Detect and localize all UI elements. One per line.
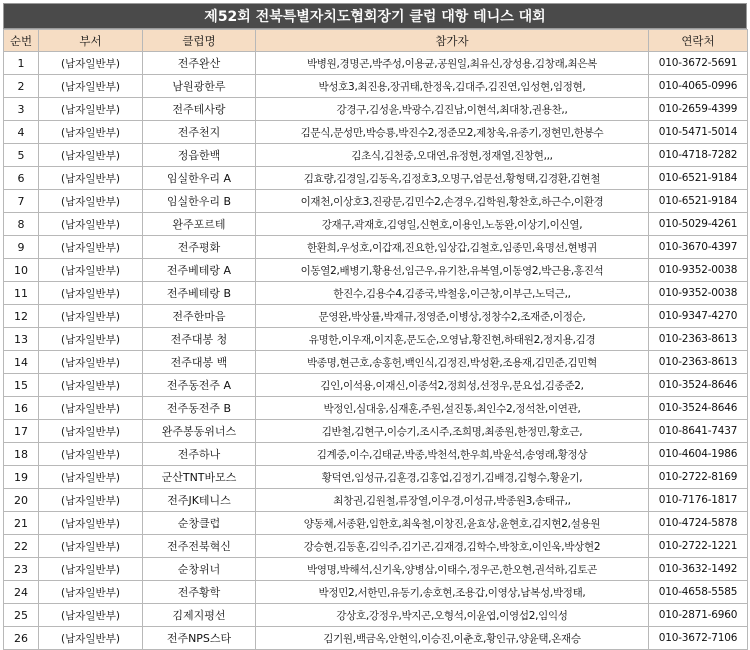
- phone-cell: 010-2722-1221: [649, 535, 748, 558]
- club-name-cell: 전주한마음: [143, 305, 256, 328]
- division-cell: (남자일반부): [39, 236, 143, 259]
- row-number: 25: [4, 604, 39, 627]
- row-number: 23: [4, 558, 39, 581]
- division-cell: (남자일반부): [39, 489, 143, 512]
- phone-cell: 010-4718-7282: [649, 144, 748, 167]
- division-cell: (남자일반부): [39, 75, 143, 98]
- table-row: [4, 167, 748, 190]
- members-cell: 최창권,김원철,류장열,이우경,이성규,박종원3,송태규,,: [256, 489, 649, 512]
- table-row: [4, 52, 748, 75]
- table-row: [4, 282, 748, 305]
- division-cell: (남자일반부): [39, 328, 143, 351]
- phone-cell: 010-2363-8613: [649, 351, 748, 374]
- club-name-cell: 전주황학: [143, 581, 256, 604]
- club-name-cell: 남원광한루: [143, 75, 256, 98]
- division-cell: (남자일반부): [39, 282, 143, 305]
- members-cell: 김반철,김현구,이승기,조시주,조희명,최종원,한정민,황호근,: [256, 420, 649, 443]
- members-cell: 강승현,김동훈,김익주,김기곤,김재경,김학수,박창호,이인욱,박상현2: [256, 535, 649, 558]
- table-row: [4, 190, 748, 213]
- phone-cell: 010-4724-5878: [649, 512, 748, 535]
- division-cell: (남자일반부): [39, 466, 143, 489]
- phone-cell: 010-7176-1817: [649, 489, 748, 512]
- division-cell: (남자일반부): [39, 213, 143, 236]
- row-number: 6: [4, 167, 39, 190]
- members-cell: 박영명,박해석,신기욱,양병삼,이태수,정우곤,한오현,권석하,김토곤: [256, 558, 649, 581]
- table-row: [4, 328, 748, 351]
- members-cell: 이재천,이상호3,진광문,김민수2,손경우,김학원,황찬호,하근수,이환경: [256, 190, 649, 213]
- phone-cell: 010-2363-8613: [649, 328, 748, 351]
- division-cell: (남자일반부): [39, 535, 143, 558]
- division-cell: (남자일반부): [39, 627, 143, 650]
- phone-cell: 010-5029-4261: [649, 213, 748, 236]
- participants-table: [3, 29, 748, 650]
- club-name-cell: 전주전북혁신: [143, 535, 256, 558]
- table-row: [4, 535, 748, 558]
- members-cell: 강경구,김성윤,박광수,김진남,이현석,최대창,권용찬,,: [256, 98, 649, 121]
- row-number: 10: [4, 259, 39, 282]
- table-row: [4, 581, 748, 604]
- members-cell: 양동채,서종환,임한호,최욱철,이창진,윤효상,윤현호,김지현2,설용원: [256, 512, 649, 535]
- club-name-cell: 전주완산: [143, 52, 256, 75]
- members-cell: 황덕연,임성규,김훈경,김홍업,김정기,김배경,김형수,황윤기,: [256, 466, 649, 489]
- row-number: 19: [4, 466, 39, 489]
- club-name-cell: 완주포르테: [143, 213, 256, 236]
- phone-cell: 010-9352-0038: [649, 259, 748, 282]
- table-row: [4, 604, 748, 627]
- phone-cell: 010-3670-4397: [649, 236, 748, 259]
- row-number: 9: [4, 236, 39, 259]
- club-name-cell: 전주베테랑 B: [143, 282, 256, 305]
- row-number: 11: [4, 282, 39, 305]
- header-phone: 연락처: [649, 30, 748, 52]
- header-members: 참가자: [256, 30, 649, 52]
- members-cell: 박종명,현근호,송홍헌,백인식,김정진,박성환,조용재,김민준,김민혁: [256, 351, 649, 374]
- club-name-cell: 임실한우리 B: [143, 190, 256, 213]
- club-name-cell: 전주대봉 청: [143, 328, 256, 351]
- division-cell: (남자일반부): [39, 558, 143, 581]
- club-name-cell: 전주동전주 A: [143, 374, 256, 397]
- division-cell: (남자일반부): [39, 374, 143, 397]
- division-cell: (남자일반부): [39, 420, 143, 443]
- club-name-cell: 전주대봉 백: [143, 351, 256, 374]
- row-number: 16: [4, 397, 39, 420]
- members-cell: 한진수,김용수4,김종국,박철웅,이근창,이부근,노덕근,,: [256, 282, 649, 305]
- spreadsheet: [3, 3, 747, 650]
- members-cell: 박성호3,최진용,장귀태,한정욱,김대주,김진연,임성현,임정현,: [256, 75, 649, 98]
- division-cell: (남자일반부): [39, 443, 143, 466]
- club-name-cell: 전주NPS스타: [143, 627, 256, 650]
- row-number: 15: [4, 374, 39, 397]
- club-name-cell: 전주평화: [143, 236, 256, 259]
- row-number: 14: [4, 351, 39, 374]
- table-row: [4, 144, 748, 167]
- members-cell: 박병원,경명곤,박주성,이용균,공원일,최유신,장성용,김창래,최은복: [256, 52, 649, 75]
- table-row: [4, 259, 748, 282]
- members-cell: 강상호,강정우,박지곤,오형석,이윤엽,이영섭2,임익성: [256, 604, 649, 627]
- club-name-cell: 임실한우리 A: [143, 167, 256, 190]
- phone-cell: 010-2722-8169: [649, 466, 748, 489]
- phone-cell: 010-4065-0996: [649, 75, 748, 98]
- table-row: [4, 305, 748, 328]
- division-cell: (남자일반부): [39, 305, 143, 328]
- club-name-cell: 순창위너: [143, 558, 256, 581]
- division-cell: (남자일반부): [39, 512, 143, 535]
- division-cell: (남자일반부): [39, 351, 143, 374]
- club-name-cell: 전주베테랑 A: [143, 259, 256, 282]
- members-cell: 김기원,백금옥,안현익,이승진,이춘호,황인규,양윤택,온재승: [256, 627, 649, 650]
- members-cell: 문영완,박상률,박재규,정영준,이병상,정창수2,조재준,이정순,: [256, 305, 649, 328]
- phone-cell: 010-6521-9184: [649, 190, 748, 213]
- row-number: 3: [4, 98, 39, 121]
- table-row: [4, 489, 748, 512]
- table-row: [4, 374, 748, 397]
- header-row: [4, 30, 748, 52]
- row-number: 2: [4, 75, 39, 98]
- table-row: [4, 420, 748, 443]
- division-cell: (남자일반부): [39, 167, 143, 190]
- table-body: [4, 52, 748, 650]
- table-row: [4, 213, 748, 236]
- header-no: 순번: [4, 30, 39, 52]
- members-cell: 이동열2,배병기,황용선,임근우,유기찬,유복열,이동영2,박근용,홍진석: [256, 259, 649, 282]
- club-name-cell: 전주천지: [143, 121, 256, 144]
- club-name-cell: 전주하나: [143, 443, 256, 466]
- sheet-title: 제52회 전북특별자치도협회장기 클럽 대항 테니스 대회: [3, 3, 747, 29]
- club-name-cell: 순창클럽: [143, 512, 256, 535]
- division-cell: (남자일반부): [39, 144, 143, 167]
- members-cell: 박정민2,서한민,유동기,송호현,조용갑,이영상,남복성,박정태,: [256, 581, 649, 604]
- row-number: 18: [4, 443, 39, 466]
- table-row: [4, 627, 748, 650]
- club-name-cell: 전주동전주 B: [143, 397, 256, 420]
- table-row: [4, 351, 748, 374]
- phone-cell: 010-2871-6960: [649, 604, 748, 627]
- phone-cell: 010-5471-5014: [649, 121, 748, 144]
- row-number: 26: [4, 627, 39, 650]
- members-cell: 강재구,곽재호,김영일,신현호,이용인,노동완,이상기,이신열,: [256, 213, 649, 236]
- phone-cell: 010-4658-5585: [649, 581, 748, 604]
- row-number: 24: [4, 581, 39, 604]
- row-number: 21: [4, 512, 39, 535]
- members-cell: 박정인,심대웅,심재훈,주원,설진통,최인수2,정석찬,이연관,: [256, 397, 649, 420]
- club-name-cell: 전주테사랑: [143, 98, 256, 121]
- phone-cell: 010-8641-7437: [649, 420, 748, 443]
- row-number: 20: [4, 489, 39, 512]
- phone-cell: 010-3632-1492: [649, 558, 748, 581]
- club-name-cell: 군산TNT바모스: [143, 466, 256, 489]
- club-name-cell: 정읍한백: [143, 144, 256, 167]
- table-row: [4, 466, 748, 489]
- division-cell: (남자일반부): [39, 121, 143, 144]
- division-cell: (남자일반부): [39, 397, 143, 420]
- members-cell: 김인,이석용,이재신,이종석2,정희성,선정우,문요섭,김종준2,: [256, 374, 649, 397]
- table-row: [4, 75, 748, 98]
- header-club: 클럽명: [143, 30, 256, 52]
- club-name-cell: 전주JK테니스: [143, 489, 256, 512]
- table-row: [4, 558, 748, 581]
- phone-cell: 010-9352-0038: [649, 282, 748, 305]
- division-cell: (남자일반부): [39, 259, 143, 282]
- header-division: 부서: [39, 30, 143, 52]
- club-name-cell: 김제지평선: [143, 604, 256, 627]
- division-cell: (남자일반부): [39, 190, 143, 213]
- row-number: 22: [4, 535, 39, 558]
- phone-cell: 010-2659-4399: [649, 98, 748, 121]
- row-number: 17: [4, 420, 39, 443]
- phone-cell: 010-9347-4270: [649, 305, 748, 328]
- division-cell: (남자일반부): [39, 581, 143, 604]
- row-number: 7: [4, 190, 39, 213]
- table-row: [4, 121, 748, 144]
- phone-cell: 010-6521-9184: [649, 167, 748, 190]
- phone-cell: 010-3524-8646: [649, 374, 748, 397]
- table-row: [4, 512, 748, 535]
- phone-cell: 010-3672-7106: [649, 627, 748, 650]
- row-number: 8: [4, 213, 39, 236]
- table-row: [4, 236, 748, 259]
- phone-cell: 010-3524-8646: [649, 397, 748, 420]
- row-number: 4: [4, 121, 39, 144]
- members-cell: 김효량,김경일,김동옥,김정호3,오명구,엄문선,황형택,김경환,김현철: [256, 167, 649, 190]
- club-name-cell: 완주봉동위너스: [143, 420, 256, 443]
- table-row: [4, 98, 748, 121]
- members-cell: 한환희,우성호,이갑재,진요한,임상갑,김철호,임종민,육명선,현병귀: [256, 236, 649, 259]
- table-row: [4, 397, 748, 420]
- members-cell: 김문식,문성만,박승룡,박진수2,정준모2,제창욱,유종기,정현민,한봉수: [256, 121, 649, 144]
- members-cell: 유명한,이우재,이지훈,문도순,오영남,황진현,하태원2,정지용,김경: [256, 328, 649, 351]
- members-cell: 김초식,김천중,오대연,유정현,정재열,진창현,,,: [256, 144, 649, 167]
- division-cell: (남자일반부): [39, 604, 143, 627]
- division-cell: (남자일반부): [39, 98, 143, 121]
- phone-cell: 010-3672-5691: [649, 52, 748, 75]
- row-number: 1: [4, 52, 39, 75]
- row-number: 12: [4, 305, 39, 328]
- row-number: 13: [4, 328, 39, 351]
- members-cell: 김계중,이수,김태균,박종,박천석,한우희,박윤석,송영래,황정상: [256, 443, 649, 466]
- division-cell: (남자일반부): [39, 52, 143, 75]
- row-number: 5: [4, 144, 39, 167]
- table-row: [4, 443, 748, 466]
- phone-cell: 010-4604-1986: [649, 443, 748, 466]
